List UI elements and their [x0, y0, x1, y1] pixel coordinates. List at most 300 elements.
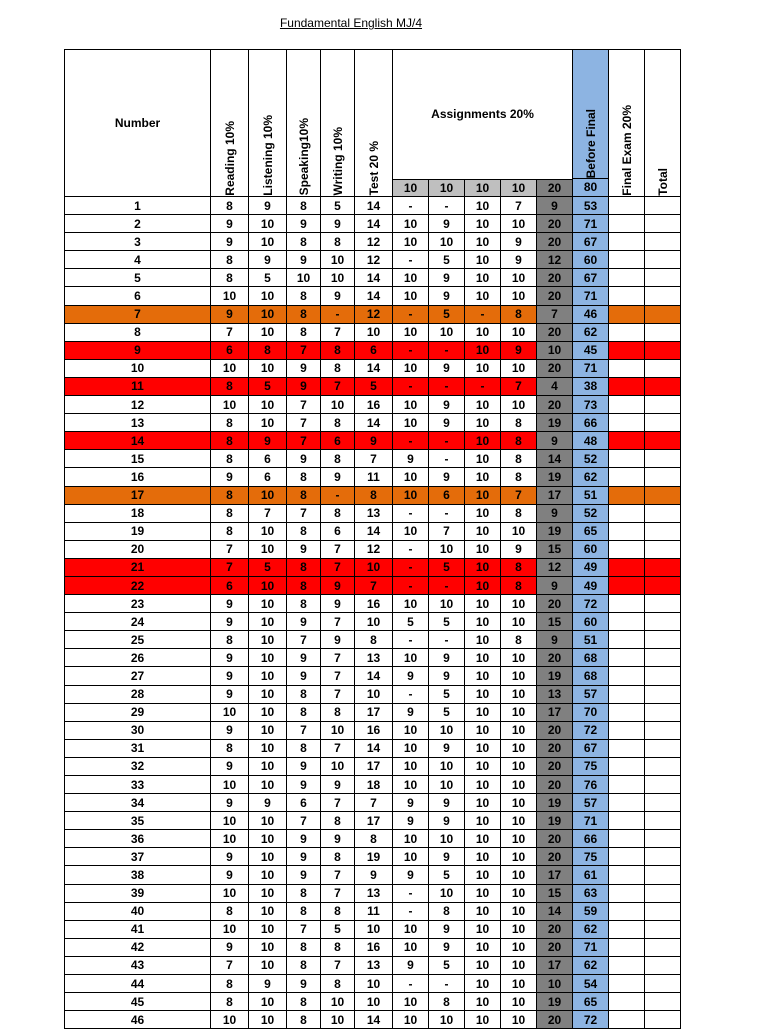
final-exam-cell — [609, 396, 645, 414]
assignment-4-cell: 10 — [501, 323, 537, 341]
assignment-3-cell: 10 — [465, 287, 501, 305]
assignment-1-cell: 10 — [393, 920, 429, 938]
writing-score-cell: 7 — [321, 649, 355, 667]
student-number-cell: 25 — [65, 631, 211, 649]
assignment-1-cell: 9 — [393, 812, 429, 830]
student-number-cell: 30 — [65, 721, 211, 739]
reading-score-cell: 8 — [211, 522, 249, 540]
assignment-total-cell: 10 — [537, 975, 573, 993]
assignment-1-cell: 10 — [393, 287, 429, 305]
writing-score-cell: 9 — [321, 215, 355, 233]
test-score-cell: 16 — [355, 595, 393, 613]
table-row — [65, 794, 681, 812]
assignment-total-max-score: 20 — [537, 179, 573, 196]
assignment-4-cell: 10 — [501, 830, 537, 848]
assignment-3-cell: 10 — [465, 631, 501, 649]
final-exam-cell — [609, 540, 645, 558]
assignment-2-cell: - — [429, 197, 465, 215]
table-row — [65, 975, 681, 993]
test-score-cell: 14 — [355, 287, 393, 305]
total-cell — [645, 576, 681, 594]
speaking-score-cell: 8 — [287, 468, 321, 486]
table-row — [65, 866, 681, 884]
assignment-2-cell: 5 — [429, 866, 465, 884]
assignment-4-cell: 10 — [501, 884, 537, 902]
assignment-total-cell: 19 — [537, 414, 573, 432]
speaking-score-cell: 8 — [287, 685, 321, 703]
reading-score-cell: 9 — [211, 866, 249, 884]
total-cell — [645, 685, 681, 703]
assignment-4-cell: 10 — [501, 215, 537, 233]
speaking-header-label: Speaking10% — [296, 118, 311, 196]
assignment-2-cell: 6 — [429, 486, 465, 504]
before-final-header-label: Before Final — [583, 108, 598, 178]
final-exam-cell — [609, 233, 645, 251]
test-score-cell: 13 — [355, 884, 393, 902]
assignment-2-cell: 9 — [429, 414, 465, 432]
assignment-total-cell: 4 — [537, 377, 573, 395]
assignment-3-cell: 10 — [465, 794, 501, 812]
test-score-cell: 19 — [355, 848, 393, 866]
test-score-cell: 14 — [355, 739, 393, 757]
before-final-cell: 65 — [573, 522, 609, 540]
assignment-1-cell: 10 — [393, 323, 429, 341]
test-score-cell: 14 — [355, 414, 393, 432]
assignment-total-cell: 10 — [537, 341, 573, 359]
assignment-4-cell: 10 — [501, 848, 537, 866]
final-exam-cell — [609, 703, 645, 721]
number-column-header — [65, 50, 211, 197]
writing-score-cell: 7 — [321, 558, 355, 576]
assignment-1-max-score: 10 — [393, 179, 429, 196]
test-score-cell: 14 — [355, 1011, 393, 1029]
student-number-cell: 39 — [65, 884, 211, 902]
assignment-3-cell: 10 — [465, 956, 501, 974]
reading-score-cell: 9 — [211, 685, 249, 703]
student-rows — [65, 197, 681, 1029]
table-row — [65, 540, 681, 558]
assignment-2-cell: 7 — [429, 522, 465, 540]
table-row — [65, 359, 681, 377]
total-cell — [645, 920, 681, 938]
reading-score-cell: 9 — [211, 233, 249, 251]
speaking-score-cell: 9 — [287, 613, 321, 631]
table-row — [65, 215, 681, 233]
student-number-cell: 34 — [65, 794, 211, 812]
assignment-4-cell: 8 — [501, 450, 537, 468]
writing-score-cell: 6 — [321, 522, 355, 540]
assignment-1-cell: 9 — [393, 703, 429, 721]
assignment-total-cell: 7 — [537, 305, 573, 323]
assignment-4-cell: 8 — [501, 414, 537, 432]
writing-score-cell: 7 — [321, 956, 355, 974]
final-exam-cell — [609, 613, 645, 631]
assignment-4-cell: 8 — [501, 504, 537, 522]
assignment-4-cell: 7 — [501, 197, 537, 215]
assignment-1-cell: - — [393, 902, 429, 920]
reading-score-cell: 8 — [211, 197, 249, 215]
before-final-cell: 66 — [573, 830, 609, 848]
student-number-cell: 32 — [65, 757, 211, 775]
total-cell — [645, 359, 681, 377]
final-exam-cell — [609, 359, 645, 377]
assignment-3-cell: 10 — [465, 558, 501, 576]
student-number-cell: 8 — [65, 323, 211, 341]
writing-score-cell: 10 — [321, 269, 355, 287]
assignment-4-cell: 10 — [501, 396, 537, 414]
total-cell — [645, 631, 681, 649]
total-cell — [645, 197, 681, 215]
writing-score-cell: 10 — [321, 251, 355, 269]
assignment-total-cell: 12 — [537, 251, 573, 269]
speaking-score-cell: 8 — [287, 233, 321, 251]
assignment-total-cell: 20 — [537, 359, 573, 377]
table-row — [65, 468, 681, 486]
assignment-total-cell: 20 — [537, 776, 573, 794]
assignment-total-cell: 9 — [537, 631, 573, 649]
listening-score-cell: 8 — [249, 341, 287, 359]
before-final-cell: 71 — [573, 287, 609, 305]
listening-score-cell: 10 — [249, 848, 287, 866]
listening-score-cell: 6 — [249, 450, 287, 468]
assignment-2-cell: 5 — [429, 558, 465, 576]
writing-score-cell: 9 — [321, 468, 355, 486]
student-number-cell: 4 — [65, 251, 211, 269]
listening-score-cell: 10 — [249, 938, 287, 956]
reading-score-cell: 7 — [211, 956, 249, 974]
assignment-4-cell: 8 — [501, 631, 537, 649]
total-cell — [645, 776, 681, 794]
final-exam-cell — [609, 776, 645, 794]
assignment-1-cell: 9 — [393, 794, 429, 812]
assignment-2-cell: 10 — [429, 540, 465, 558]
assignment-1-cell: 10 — [393, 233, 429, 251]
assignment-total-cell: 20 — [537, 649, 573, 667]
reading-score-cell: 10 — [211, 1011, 249, 1029]
student-number-cell: 26 — [65, 649, 211, 667]
writing-score-cell: 9 — [321, 776, 355, 794]
test-score-cell: 9 — [355, 432, 393, 450]
final-exam-cell — [609, 215, 645, 233]
assignment-total-cell: 20 — [537, 739, 573, 757]
assignment-3-cell: 10 — [465, 504, 501, 522]
reading-score-cell: 8 — [211, 975, 249, 993]
assignment-4-cell: 10 — [501, 269, 537, 287]
assignment-2-cell: - — [429, 576, 465, 594]
assignment-3-cell: 10 — [465, 884, 501, 902]
test-score-cell: 8 — [355, 631, 393, 649]
reading-score-cell: 9 — [211, 468, 249, 486]
table-row — [65, 685, 681, 703]
listening-score-cell: 10 — [249, 540, 287, 558]
final-exam-cell — [609, 486, 645, 504]
table-row — [65, 233, 681, 251]
assignment-4-cell: 9 — [501, 251, 537, 269]
reading-score-cell: 8 — [211, 414, 249, 432]
assignment-4-cell: 10 — [501, 975, 537, 993]
reading-header-label: Reading 10% — [222, 120, 237, 196]
final-exam-cell — [609, 794, 645, 812]
listening-score-cell: 10 — [249, 649, 287, 667]
assignment-total-cell: 14 — [537, 902, 573, 920]
reading-score-cell: 10 — [211, 812, 249, 830]
writing-score-cell: 7 — [321, 377, 355, 395]
assignment-1-cell: 10 — [393, 649, 429, 667]
assignment-4-cell: 10 — [501, 359, 537, 377]
writing-score-cell: 9 — [321, 576, 355, 594]
listening-score-cell: 10 — [249, 956, 287, 974]
assignment-3-cell: 10 — [465, 522, 501, 540]
writing-score-cell: 7 — [321, 739, 355, 757]
before-final-cell: 76 — [573, 776, 609, 794]
assignment-2-cell: 9 — [429, 667, 465, 685]
assignment-1-cell: 10 — [393, 269, 429, 287]
total-cell — [645, 794, 681, 812]
assignment-3-cell: 10 — [465, 450, 501, 468]
speaking-score-cell: 8 — [287, 197, 321, 215]
assignment-2-cell: 9 — [429, 359, 465, 377]
total-cell — [645, 884, 681, 902]
assignment-1-cell: 10 — [393, 721, 429, 739]
assignment-total-cell: 20 — [537, 848, 573, 866]
student-number-cell: 28 — [65, 685, 211, 703]
before-final-cell: 60 — [573, 613, 609, 631]
assignment-2-cell: 10 — [429, 1011, 465, 1029]
before-final-cell: 71 — [573, 215, 609, 233]
assignment-total-cell: 20 — [537, 757, 573, 775]
before-final-cell: 62 — [573, 956, 609, 974]
assignment-2-cell: 9 — [429, 468, 465, 486]
listening-score-cell: 10 — [249, 920, 287, 938]
writing-score-cell: 7 — [321, 667, 355, 685]
listening-score-cell: 10 — [249, 902, 287, 920]
writing-score-cell: 7 — [321, 866, 355, 884]
student-number-cell: 14 — [65, 432, 211, 450]
table-row — [65, 432, 681, 450]
listening-score-cell: 10 — [249, 414, 287, 432]
writing-score-cell: 6 — [321, 432, 355, 450]
before-final-cell: 67 — [573, 739, 609, 757]
assignment-3-cell: 10 — [465, 920, 501, 938]
writing-score-cell: 8 — [321, 504, 355, 522]
speaking-score-cell: 8 — [287, 522, 321, 540]
student-number-cell: 31 — [65, 739, 211, 757]
speaking-score-cell: 9 — [287, 540, 321, 558]
total-cell — [645, 233, 681, 251]
assignment-4-max-score: 10 — [501, 179, 537, 196]
assignment-2-cell: 9 — [429, 215, 465, 233]
reading-score-cell: 8 — [211, 269, 249, 287]
table-row — [65, 504, 681, 522]
assignment-total-cell: 9 — [537, 197, 573, 215]
final-exam-cell — [609, 938, 645, 956]
table-row — [65, 649, 681, 667]
assignment-3-cell: 10 — [465, 215, 501, 233]
assignment-3-cell: 10 — [465, 938, 501, 956]
writing-score-cell: 10 — [321, 396, 355, 414]
test-score-cell: 8 — [355, 830, 393, 848]
student-number-cell: 15 — [65, 450, 211, 468]
table-row — [65, 323, 681, 341]
test-score-cell: 10 — [355, 975, 393, 993]
assignment-3-cell: 10 — [465, 269, 501, 287]
assignment-2-cell: 9 — [429, 287, 465, 305]
reading-score-cell: 9 — [211, 613, 249, 631]
assignment-1-cell: 10 — [393, 522, 429, 540]
listening-score-cell: 5 — [249, 558, 287, 576]
assignment-total-cell: 13 — [537, 685, 573, 703]
reading-score-cell: 8 — [211, 432, 249, 450]
table-row — [65, 956, 681, 974]
assignment-1-cell: - — [393, 432, 429, 450]
listening-score-cell: 5 — [249, 377, 287, 395]
table-row — [65, 396, 681, 414]
final-exam-cell — [609, 269, 645, 287]
before-final-cell: 57 — [573, 794, 609, 812]
assignment-total-cell: 9 — [537, 576, 573, 594]
writing-score-cell: 10 — [321, 721, 355, 739]
assignment-total-cell: 20 — [537, 323, 573, 341]
test-column-header — [355, 50, 393, 197]
assignment-2-cell: 10 — [429, 757, 465, 775]
assignment-1-cell: 9 — [393, 450, 429, 468]
table-row — [65, 776, 681, 794]
writing-column-header — [321, 50, 355, 197]
total-cell — [645, 830, 681, 848]
table-row — [65, 920, 681, 938]
speaking-score-cell: 9 — [287, 830, 321, 848]
listening-score-cell: 10 — [249, 323, 287, 341]
total-cell — [645, 251, 681, 269]
listening-score-cell: 10 — [249, 305, 287, 323]
test-score-cell: 11 — [355, 902, 393, 920]
assignment-1-cell: 10 — [393, 830, 429, 848]
total-cell — [645, 848, 681, 866]
assignment-1-cell: - — [393, 884, 429, 902]
reading-score-cell: 10 — [211, 776, 249, 794]
table-row — [65, 848, 681, 866]
table-row — [65, 830, 681, 848]
assignment-4-cell: 8 — [501, 576, 537, 594]
assignment-2-cell: 10 — [429, 323, 465, 341]
assignment-1-cell: 5 — [393, 613, 429, 631]
assignment-3-cell: 10 — [465, 776, 501, 794]
grade-table — [64, 49, 681, 1029]
before-final-cell: 75 — [573, 757, 609, 775]
total-cell — [645, 323, 681, 341]
student-number-cell: 43 — [65, 956, 211, 974]
assignment-1-cell: - — [393, 631, 429, 649]
assignment-4-cell: 10 — [501, 649, 537, 667]
speaking-score-cell: 8 — [287, 902, 321, 920]
assignment-total-cell: 17 — [537, 486, 573, 504]
reading-score-cell: 8 — [211, 251, 249, 269]
writing-score-cell: 10 — [321, 993, 355, 1011]
writing-score-cell: 7 — [321, 323, 355, 341]
writing-score-cell: 8 — [321, 414, 355, 432]
assignment-total-cell: 20 — [537, 287, 573, 305]
assignment-4-cell: 10 — [501, 776, 537, 794]
before-final-cell: 46 — [573, 305, 609, 323]
assignment-3-cell: 10 — [465, 685, 501, 703]
before-final-cell: 72 — [573, 595, 609, 613]
total-column-header — [645, 50, 681, 197]
assignment-total-cell: 15 — [537, 613, 573, 631]
before-final-cell: 66 — [573, 414, 609, 432]
final-exam-cell — [609, 685, 645, 703]
assignment-1-cell: 10 — [393, 848, 429, 866]
assignment-total-cell: 19 — [537, 812, 573, 830]
listening-score-cell: 10 — [249, 776, 287, 794]
listening-score-cell: 10 — [249, 233, 287, 251]
reading-score-cell: 8 — [211, 993, 249, 1011]
assignment-1-cell: 10 — [393, 468, 429, 486]
final-exam-cell — [609, 251, 645, 269]
test-score-cell: 10 — [355, 920, 393, 938]
assignment-3-cell: 10 — [465, 613, 501, 631]
final-exam-cell — [609, 920, 645, 938]
assignment-3-cell: 10 — [465, 540, 501, 558]
total-cell — [645, 703, 681, 721]
total-cell — [645, 305, 681, 323]
final-exam-cell — [609, 848, 645, 866]
student-number-cell: 11 — [65, 377, 211, 395]
assignment-4-cell: 10 — [501, 1011, 537, 1029]
assignments-header-label: Assignments 20% — [431, 107, 534, 122]
reading-score-cell: 8 — [211, 486, 249, 504]
assignment-total-cell: 9 — [537, 504, 573, 522]
assignment-2-cell: - — [429, 377, 465, 395]
reading-score-cell: 8 — [211, 450, 249, 468]
assignment-4-cell: 10 — [501, 794, 537, 812]
table-row — [65, 269, 681, 287]
assignment-1-cell: 10 — [393, 486, 429, 504]
assignment-3-cell: 10 — [465, 576, 501, 594]
writing-score-cell: 9 — [321, 287, 355, 305]
final-exam-column-header — [609, 50, 645, 197]
listening-score-cell: 10 — [249, 721, 287, 739]
before-final-cell: 59 — [573, 902, 609, 920]
test-score-cell: 7 — [355, 576, 393, 594]
reading-score-cell: 7 — [211, 540, 249, 558]
assignment-2-max-score: 10 — [429, 179, 465, 196]
writing-score-cell: 7 — [321, 884, 355, 902]
table-row — [65, 902, 681, 920]
writing-score-cell: 8 — [321, 812, 355, 830]
listening-score-cell: 9 — [249, 794, 287, 812]
assignment-total-cell: 20 — [537, 269, 573, 287]
assignment-1-cell: - — [393, 377, 429, 395]
total-cell — [645, 341, 681, 359]
assignment-2-cell: - — [429, 432, 465, 450]
test-score-cell: 6 — [355, 341, 393, 359]
listening-score-cell: 10 — [249, 287, 287, 305]
speaking-score-cell: 7 — [287, 812, 321, 830]
before-final-column-header — [573, 50, 609, 197]
assignment-3-cell: 10 — [465, 993, 501, 1011]
assignment-4-cell: 8 — [501, 432, 537, 450]
final-exam-cell — [609, 287, 645, 305]
assignment-1-cell: - — [393, 685, 429, 703]
final-exam-cell — [609, 1011, 645, 1029]
total-cell — [645, 468, 681, 486]
test-score-cell: 9 — [355, 866, 393, 884]
speaking-score-cell: 9 — [287, 649, 321, 667]
listening-score-cell: 10 — [249, 359, 287, 377]
listening-score-cell: 10 — [249, 631, 287, 649]
test-score-cell: 16 — [355, 721, 393, 739]
listening-score-cell: 10 — [249, 703, 287, 721]
